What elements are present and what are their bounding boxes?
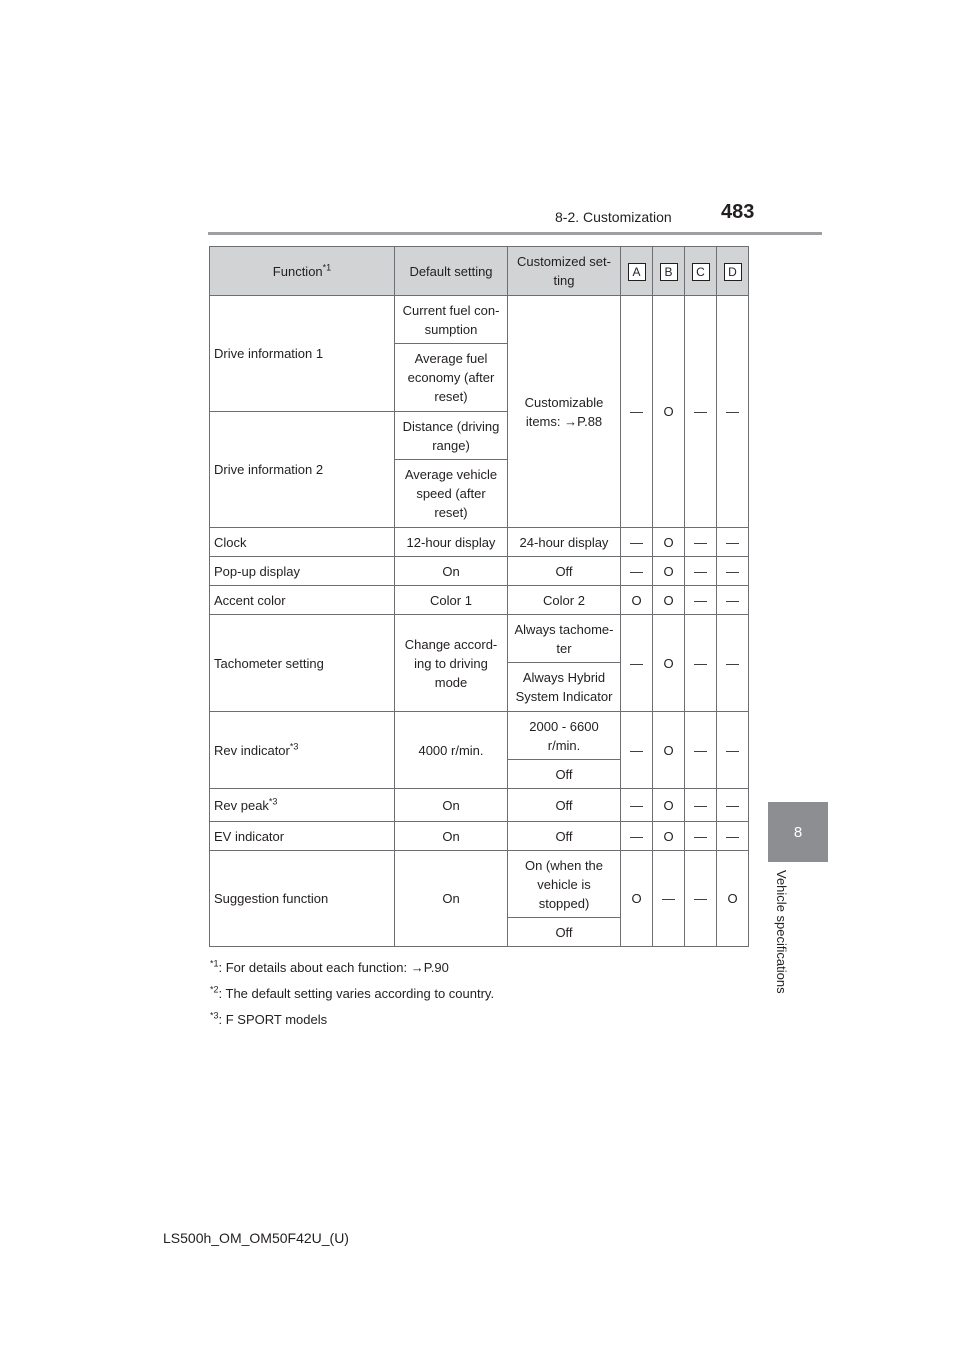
drive-info-1-function: Drive information 1 (210, 296, 395, 412)
header-default-setting: Default setting (395, 247, 508, 296)
accent-col-a: O (621, 586, 653, 615)
tachometer-customized-1: Always tachome-ter (508, 615, 621, 663)
ev-indicator-col-c: — (685, 822, 717, 851)
tachometer-col-c: — (685, 615, 717, 712)
clock-default: 12-hour display (395, 528, 508, 557)
rev-indicator-customized-1: 2000 - 6600 r/min. (508, 712, 621, 760)
drive-info-customized: Customizable items: →P.88 (508, 296, 621, 528)
rev-peak-col-a: — (621, 789, 653, 822)
suggestion-col-b: — (653, 851, 685, 947)
chapter-title: Vehicle specifications (774, 870, 789, 994)
footnote-3: $^{*3}$: F SPORT models (210, 1010, 328, 1027)
accent-col-b: O (653, 586, 685, 615)
footnote-1: $^{*1}$: For details about each function: →P.90 (210, 958, 449, 975)
clock-col-d: — (717, 528, 749, 557)
suggestion-col-c: — (685, 851, 717, 947)
tachometer-col-a: — (621, 615, 653, 712)
suggestion-col-a: O (621, 851, 653, 947)
document-id: LS500h_OM_OM50F42U_(U) (163, 1230, 349, 1246)
footnote-2: $^{*2}$: The default setting varies according to country. (210, 984, 495, 1001)
header-col-a: A (621, 247, 653, 296)
rev-indicator-default: 4000 r/min. (395, 712, 508, 789)
rev-peak-col-c: — (685, 789, 717, 822)
accent-col-d: — (717, 586, 749, 615)
section-title: 8-2. Customization (555, 209, 672, 225)
clock-function: Clock (210, 528, 395, 557)
ev-indicator-col-d: — (717, 822, 749, 851)
table-row (210, 615, 749, 663)
drive-info-2-default-2: Average vehicle speed (after reset) (395, 460, 508, 528)
popup-default: On (395, 557, 508, 586)
popup-col-a: — (621, 557, 653, 586)
tachometer-col-d: — (717, 615, 749, 712)
rev-indicator-col-c: — (685, 712, 717, 789)
drive-info-1-default-2: Average fuel economy (after reset) (395, 344, 508, 412)
tachometer-customized-2: Always Hybrid System Indicator (508, 663, 621, 712)
rev-peak-col-d: — (717, 789, 749, 822)
drive-info-col-d: — (717, 296, 749, 528)
page-number: 483 (721, 201, 755, 223)
clock-customized: 24-hour display (508, 528, 621, 557)
header-customized-setting: Customized set-ting (508, 247, 621, 296)
table-row (210, 586, 749, 615)
ev-indicator-default: On (395, 822, 508, 851)
table-row (210, 528, 749, 557)
table-row (210, 712, 749, 760)
rev-indicator-col-d: — (717, 712, 749, 789)
drive-info-col-b: O (653, 296, 685, 528)
rev-peak-function: Rev peak$^{*3}$ (210, 789, 395, 822)
table-row (210, 851, 749, 918)
rev-peak-customized: Off (508, 789, 621, 822)
accent-col-c: — (685, 586, 717, 615)
accent-customized: Color 2 (508, 586, 621, 615)
table-row (210, 822, 749, 851)
header-col-b: B (653, 247, 685, 296)
popup-customized: Off (508, 557, 621, 586)
clock-col-b: O (653, 528, 685, 557)
chapter-number: 8 (793, 823, 803, 841)
drive-info-col-a: — (621, 296, 653, 528)
chapter-tab[interactable] (768, 802, 828, 862)
header-divider (208, 232, 822, 235)
popup-col-b: O (653, 557, 685, 586)
drive-info-1-default-1: Current fuel con-sumption (395, 296, 508, 344)
drive-info-col-c: — (685, 296, 717, 528)
table-row (210, 789, 749, 822)
clock-col-c: — (685, 528, 717, 557)
rev-peak-col-b: O (653, 789, 685, 822)
tachometer-function: Tachometer setting (210, 615, 395, 712)
popup-col-c: — (685, 557, 717, 586)
drive-info-2-default-1: Distance (driving range) (395, 412, 508, 460)
suggestion-function: Suggestion function (210, 851, 395, 947)
ev-indicator-function: EV indicator (210, 822, 395, 851)
drive-info-2-function: Drive information 2 (210, 412, 395, 528)
tachometer-col-b: O (653, 615, 685, 712)
popup-function: Pop-up display (210, 557, 395, 586)
rev-indicator-col-b: O (653, 712, 685, 789)
table-row (210, 557, 749, 586)
ev-indicator-col-b: O (653, 822, 685, 851)
rev-indicator-function: Rev indicator$^{*3}$ (210, 712, 395, 789)
ev-indicator-col-a: — (621, 822, 653, 851)
clock-col-a: — (621, 528, 653, 557)
suggestion-col-d: O (717, 851, 749, 947)
header-function: Function$^{*1}$ (210, 247, 395, 296)
customization-table (209, 246, 749, 947)
accent-function: Accent color (210, 586, 395, 615)
rev-indicator-col-a: — (621, 712, 653, 789)
suggestion-default: On (395, 851, 508, 947)
accent-default: Color 1 (395, 586, 508, 615)
suggestion-customized-2: Off (508, 918, 621, 947)
footnotes (210, 955, 494, 1033)
rev-indicator-customized-2: Off (508, 760, 621, 789)
ev-indicator-customized: Off (508, 822, 621, 851)
suggestion-customized-1: On (when the vehicle is stopped) (508, 851, 621, 918)
rev-peak-default: On (395, 789, 508, 822)
table-header-row (210, 247, 749, 296)
header-col-d: D (717, 247, 749, 296)
tachometer-default: Change accord-ing to driving mode (395, 615, 508, 712)
popup-col-d: — (717, 557, 749, 586)
header-col-c: C (685, 247, 717, 296)
table-row (210, 296, 749, 344)
